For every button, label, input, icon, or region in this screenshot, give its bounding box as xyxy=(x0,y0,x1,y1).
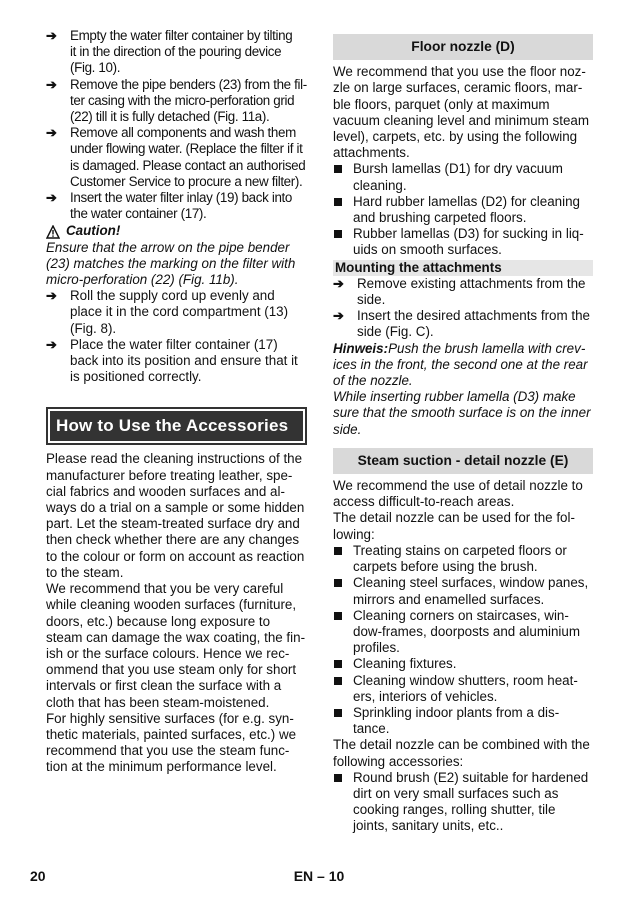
text-line: dow-frames, doorposts and aluminium xyxy=(353,623,581,639)
text-line: The detail nozzle can be used for the fol- xyxy=(333,510,575,526)
bullet-item xyxy=(333,770,593,835)
bullet-item xyxy=(333,194,593,226)
right-column xyxy=(333,34,593,835)
text-line: of the nozzle. xyxy=(333,373,413,389)
floor-nozzle-title: Floor nozzle (D) xyxy=(333,34,593,60)
bullet-item xyxy=(333,656,593,672)
step-item xyxy=(333,308,593,340)
left-column xyxy=(46,28,307,776)
text-line: cooking ranges, rolling shutter, tile xyxy=(353,802,556,818)
page-label: EN – 10 xyxy=(293,868,345,884)
text-line: The detail nozzle can be combined with the xyxy=(333,737,590,753)
text-line: ers, interiors of vehicles. xyxy=(353,688,498,704)
arrow-right-icon: ➔ xyxy=(46,190,57,206)
text-line: cial fabrics and wooden surfaces and al- xyxy=(46,483,285,499)
arrow-right-icon: ➔ xyxy=(333,275,344,291)
text-line: We recommend that you use the floor noz- xyxy=(333,64,586,80)
step-item xyxy=(46,77,307,126)
text-line: dirt on very small surfaces such as xyxy=(353,785,559,801)
text-line: (Fig. 8). xyxy=(70,320,117,336)
text-line: part. Let the steam-treated surface dry and xyxy=(46,516,300,532)
paragraph xyxy=(46,711,307,776)
text-line: Remove the pipe benders (23) from the fil- xyxy=(70,76,307,92)
text-line: to the steam. xyxy=(46,564,124,580)
text-line: vacuum cleaning level and minimum steam xyxy=(333,112,590,128)
square-bullet-icon xyxy=(334,547,342,555)
text-line: Please read the cleaning instructions of the xyxy=(46,451,303,467)
text-line: ter casing with the micro-perforation grid xyxy=(70,92,295,108)
text-line: ways do a trial on a sample or some hidden xyxy=(46,500,305,516)
text-line: side. xyxy=(357,292,386,308)
text-line: Place the water filter container (17) xyxy=(70,336,278,352)
text-line: place it in the cord compartment (13) xyxy=(70,304,289,320)
hinweis-first: Push the brush lamella with crev- xyxy=(388,340,586,356)
text-line: tion at the minimum performance level. xyxy=(46,759,277,775)
text-line: Cleaning corners on staircases, win- xyxy=(353,607,569,623)
text-line: Bursh lamellas (D1) for dry vacuum xyxy=(353,161,563,177)
text-line: the water container (17). xyxy=(70,206,207,222)
paragraph xyxy=(46,451,307,581)
floor-bullets xyxy=(333,161,593,258)
mounting-steps xyxy=(333,276,593,341)
text-line: access difficult-to-reach areas. xyxy=(333,494,515,510)
text-line: thetic materials, painted surfaces, etc.) we xyxy=(46,726,297,742)
text-line: While inserting rubber lamella (D3) make xyxy=(333,389,576,405)
caution-heading xyxy=(46,223,307,239)
step-item xyxy=(46,28,307,77)
hinweis-rest xyxy=(333,357,593,438)
text-line: Ensure that the arrow on the pipe bender xyxy=(46,239,290,255)
steps-list-1 xyxy=(46,28,307,222)
warning-triangle-icon xyxy=(46,225,60,239)
text-line: Roll the supply cord up evenly and xyxy=(70,288,275,304)
square-bullet-icon xyxy=(334,230,342,238)
text-line: micro-perforation (22) (Fig. 11b). xyxy=(46,272,239,288)
mounting-title: Mounting the attachments xyxy=(333,260,593,276)
text-line: Insert the desired attachments from the xyxy=(357,308,590,324)
step-item xyxy=(46,190,307,222)
text-line: For highly sensitive surfaces (for e.g. syn- xyxy=(46,710,294,726)
text-line: doors, etc.) because long exposure to xyxy=(46,613,271,629)
step-item xyxy=(333,276,593,308)
text-line: intervals or first clean the surface with a xyxy=(46,678,282,694)
text-line: ommend that you use steam only for short xyxy=(46,662,297,678)
text-line: Remove existing attachments from the xyxy=(357,275,586,291)
bullet-item xyxy=(333,705,593,737)
floor-intro xyxy=(333,64,593,161)
text-line: We recommend the use of detail nozzle to xyxy=(333,478,583,494)
arrow-right-icon: ➔ xyxy=(46,288,57,304)
text-line: Empty the water filter container by tilting xyxy=(70,28,293,43)
text-line: attachments. xyxy=(333,145,410,161)
text-line: ble floors, parquet (only at maximum xyxy=(333,96,550,112)
caution-text xyxy=(46,240,307,289)
text-line: Sprinkling indoor plants from a dis- xyxy=(353,704,560,720)
paragraph xyxy=(46,581,307,711)
text-line: Cleaning steel surfaces, window panes, xyxy=(353,575,589,591)
steam-bullets xyxy=(333,543,593,737)
text-line: side. xyxy=(333,421,362,437)
square-bullet-icon xyxy=(334,579,342,587)
section-title-accessories: How to Use the Accessories xyxy=(48,409,305,443)
square-bullet-icon xyxy=(334,774,342,782)
text-line: Remove all components and wash them xyxy=(70,125,296,141)
text-line: (23) matches the marking on the filter with xyxy=(46,255,296,271)
text-line: carpets before using the brush. xyxy=(353,559,538,575)
steam-suction-title: Steam suction - detail nozzle (E) xyxy=(333,448,593,474)
arrow-right-icon: ➔ xyxy=(46,76,57,92)
text-line: it in the direction of the pouring device xyxy=(70,44,282,60)
bullet-item xyxy=(333,575,593,607)
square-bullet-icon xyxy=(334,612,342,620)
square-bullet-icon xyxy=(334,677,342,685)
text-line: Round brush (E2) suitable for hardened xyxy=(353,769,589,785)
arrow-right-icon: ➔ xyxy=(333,308,344,324)
arrow-right-icon: ➔ xyxy=(46,125,57,141)
step-item xyxy=(46,337,307,386)
text-line: manufacturer before treating leather, spe- xyxy=(46,467,293,483)
caution-title: Caution! xyxy=(66,223,121,239)
text-line: recommend that you use the steam func- xyxy=(46,743,290,759)
text-line: level), carpets, etc. by using the following xyxy=(333,129,578,145)
text-line: steam can damage the wax coating, the fin- xyxy=(46,629,306,645)
text-line: Insert the water filter inlay (19) back into xyxy=(70,190,293,206)
text-line: joints, sanitary units, etc.. xyxy=(353,818,504,834)
bullet-item xyxy=(333,673,593,705)
text-line: is damaged. Please contact an authorised xyxy=(70,157,306,173)
text-line: ish or the surface colours. Hence we rec- xyxy=(46,645,290,661)
text-line: then check whether there are any changes xyxy=(46,532,300,548)
hinweis-label: Hinweis: xyxy=(333,340,389,356)
text-line: is positioned correctly. xyxy=(70,369,202,385)
text-line: cloth that has been steam-moistened. xyxy=(46,694,270,710)
text-line: Cleaning window shutters, room heat- xyxy=(353,672,578,688)
text-line: (22) till it is fully detached (Fig. 11a). xyxy=(70,109,270,125)
text-line: profiles. xyxy=(353,640,400,656)
text-line: Treating stains on carpeted floors or xyxy=(353,542,567,558)
bullet-item xyxy=(333,226,593,258)
square-bullet-icon xyxy=(334,660,342,668)
text-line: Hard rubber lamellas (D2) for cleaning xyxy=(353,193,580,209)
text-line: ices in the front, the second one at the rear xyxy=(333,356,588,372)
text-line: cleaning. xyxy=(353,177,407,193)
text-line: under flowing water. (Replace the filter if it xyxy=(70,141,303,157)
bullet-item xyxy=(333,608,593,657)
page-number: 20 xyxy=(30,868,46,884)
text-line: lowing: xyxy=(333,526,375,542)
text-line: zle on large surfaces, ceramic floors, mar- xyxy=(333,80,583,96)
step-item xyxy=(46,288,307,337)
steps-list-2 xyxy=(46,288,307,385)
combine-text xyxy=(333,737,593,769)
text-line: mirrors and enamelled surfaces. xyxy=(353,591,545,607)
text-line: (Fig. 10). xyxy=(70,60,121,76)
text-line: and brushing carpeted floors. xyxy=(353,210,527,226)
text-line: back into its position and ensure that it xyxy=(70,353,298,369)
text-line: Customer Service to procure a new filter). xyxy=(70,173,303,189)
text-line: following accessories: xyxy=(333,753,464,769)
arrow-right-icon: ➔ xyxy=(46,336,57,352)
square-bullet-icon xyxy=(334,198,342,206)
text-line: Cleaning fixtures. xyxy=(353,656,457,672)
text-line: uids on smooth surfaces. xyxy=(353,242,502,258)
combine-bullets xyxy=(333,770,593,835)
accessories-text xyxy=(46,451,307,775)
text-line: to the colour or form on account as reaction xyxy=(46,548,305,564)
hinweis-line-1 xyxy=(333,341,585,356)
square-bullet-icon xyxy=(334,709,342,717)
text-line: sure that the smooth surface is on the inner xyxy=(333,405,591,421)
text-line: We recommend that you be very careful xyxy=(46,581,284,597)
hinweis-note xyxy=(333,341,593,438)
steam-intro xyxy=(333,478,593,543)
square-bullet-icon xyxy=(334,165,342,173)
bullet-item xyxy=(333,161,593,193)
text-line: tance. xyxy=(353,721,390,737)
text-line: side (Fig. C). xyxy=(357,324,434,340)
step-item xyxy=(46,125,307,190)
arrow-right-icon: ➔ xyxy=(46,28,57,43)
text-line: while cleaning wooden surfaces (furniture, xyxy=(46,597,297,613)
text-line: Rubber lamellas (D3) for sucking in liq- xyxy=(353,226,584,242)
bullet-item xyxy=(333,543,593,575)
